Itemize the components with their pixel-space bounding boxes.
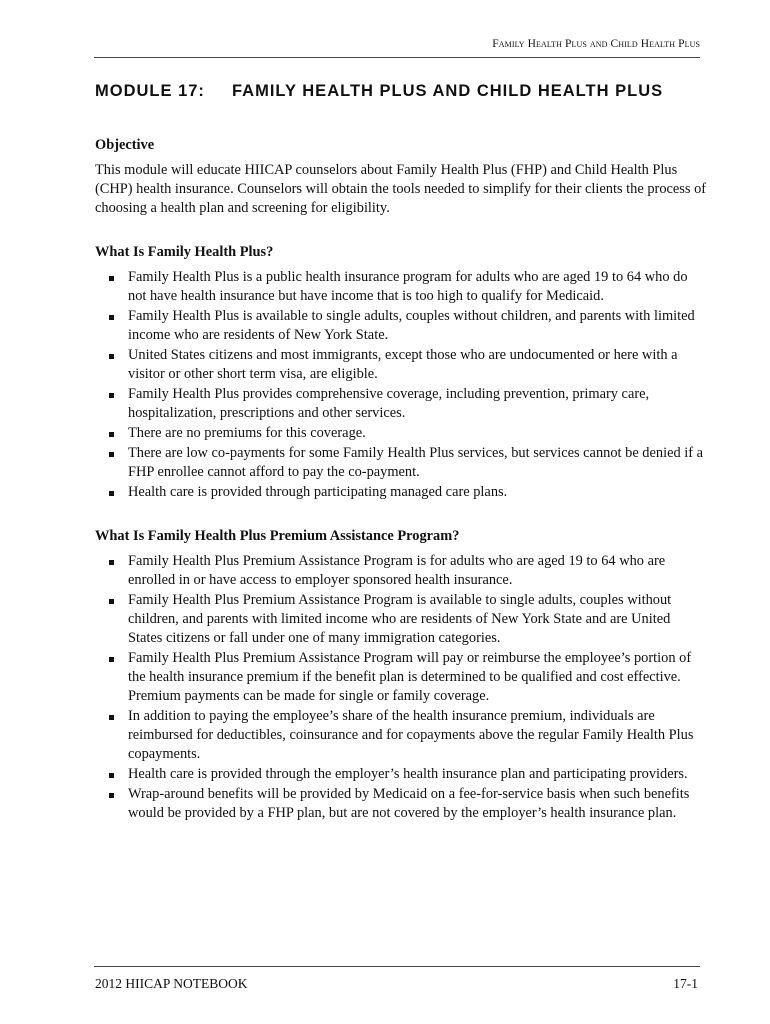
module-name: FAMILY HEALTH PLUS AND CHILD HEALTH PLUS [232, 82, 664, 100]
fhp-bullet-item [95, 346, 707, 384]
fhp-bullet-text: There are low co-payments for some Family Health Plus services, but services cannot be denied if a FHP enrollee cannot afford to pay the co-payment. [128, 445, 704, 480]
bullet-square-icon [109, 432, 114, 437]
fhppap-heading: What Is Family Health Plus Premium Assistance Program? [95, 528, 460, 544]
fhppap-bullet-item [95, 591, 707, 648]
fhppap-bullet-item [95, 552, 707, 590]
fhp-bullet-text: Family Health Plus is available to single adults, couples without children, and parents with limited income who are residents of New York State. [128, 308, 695, 343]
bullet-square-icon [109, 452, 114, 457]
header-divider [94, 57, 700, 58]
footer-notebook-label: 2012 HIICAP NOTEBOOK [95, 976, 248, 991]
fhp-bullet-text: United States citizens and most immigrants, except those who are undocumented or here with a visitor or other short term visa, are eligible. [128, 347, 678, 382]
fhppap-bullet-item [95, 649, 707, 706]
fhppap-bullet-item [95, 765, 707, 784]
page-number: 17-1 [673, 976, 698, 991]
fhp-bullet-text: Family Health Plus provides comprehensive coverage, including prevention, primary care, hospitalization, prescriptions and other services. [128, 386, 650, 421]
module-number: MODULE 17: [95, 82, 205, 100]
bullet-square-icon [109, 773, 114, 778]
bullet-square-icon [109, 599, 114, 604]
bullet-square-icon [109, 315, 114, 320]
fhp-bullet-item [95, 483, 707, 502]
fhppap-bullet-list [95, 552, 707, 823]
fhp-bullet-text: Family Health Plus is a public health insurance program for adults who are aged 19 to 64 who do not have health insurance but have income that is too high to qualify for Medicaid. [128, 269, 688, 304]
bullet-square-icon [109, 393, 114, 398]
fhp-bullet-item [95, 307, 707, 345]
bullet-square-icon [109, 354, 114, 359]
fhppap-bullet-item [95, 707, 707, 764]
fhppap-bullet-text: Family Health Plus Premium Assistance Program is for adults who are aged 19 to 64 who are enrolled in or have access to employer sponsored health insurance. [128, 553, 666, 588]
bullet-square-icon [109, 491, 114, 496]
fhppap-bullet-text: Health care is provided through the employer’s health insurance plan and participating providers. [128, 766, 688, 782]
fhppap-bullet-text: Wrap-around benefits will be provided by Medicaid on a fee-for-service basis when such benefits would be provided by a FHP plan, but are not covered by the employer’s health insurance plan. [128, 786, 690, 821]
fhp-bullet-text: Health care is provided through participating managed care plans. [128, 484, 508, 500]
footer-divider [94, 966, 700, 967]
bullet-square-icon [109, 715, 114, 720]
objective-text: This module will educate HIICAP counselors about Family Health Plus (FHP) and Child Health Plus (CHP) health insurance. Counselors will obtain the tools needed to simplify for their clients the process of choosing a health plan and screening for eligibility. [95, 162, 707, 216]
fhp-bullet-item [95, 385, 707, 423]
fhppap-bullet-text: Family Health Plus Premium Assistance Program will pay or reimburse the employee’s portion of the health insurance premium if the benefit plan is determined to be qualified and cost effective. Premium payments can be made for single or family coverage. [128, 650, 692, 704]
fhp-bullet-item [95, 444, 707, 482]
fhp-bullet-item [95, 268, 707, 306]
fhp-bullet-list [95, 268, 707, 502]
fhppap-bullet-text: In addition to paying the employee’s share of the health insurance premium, individuals are reimbursed for deductibles, coinsurance and for copayments above the regular Family Health Plus copayments. [128, 708, 694, 762]
fhp-bullet-text: There are no premiums for this coverage. [128, 425, 366, 441]
fhp-heading: What Is Family Health Plus? [95, 244, 274, 260]
page-content [95, 136, 707, 848]
bullet-square-icon [109, 276, 114, 281]
fhppap-bullet-text: Family Health Plus Premium Assistance Program is available to single adults, couples without children, and parents with limited income who are residents of New York State and are United States citizens or fall under one of many immigration categories. [128, 592, 672, 646]
objective-heading: Objective [95, 137, 155, 153]
fhp-bullet-item [95, 424, 707, 443]
bullet-square-icon [109, 657, 114, 662]
fhppap-bullet-item [95, 785, 707, 823]
bullet-square-icon [109, 793, 114, 798]
module-title [95, 82, 663, 101]
running-header: Family Health Plus and Child Health Plus [492, 38, 700, 50]
bullet-square-icon [109, 560, 114, 565]
